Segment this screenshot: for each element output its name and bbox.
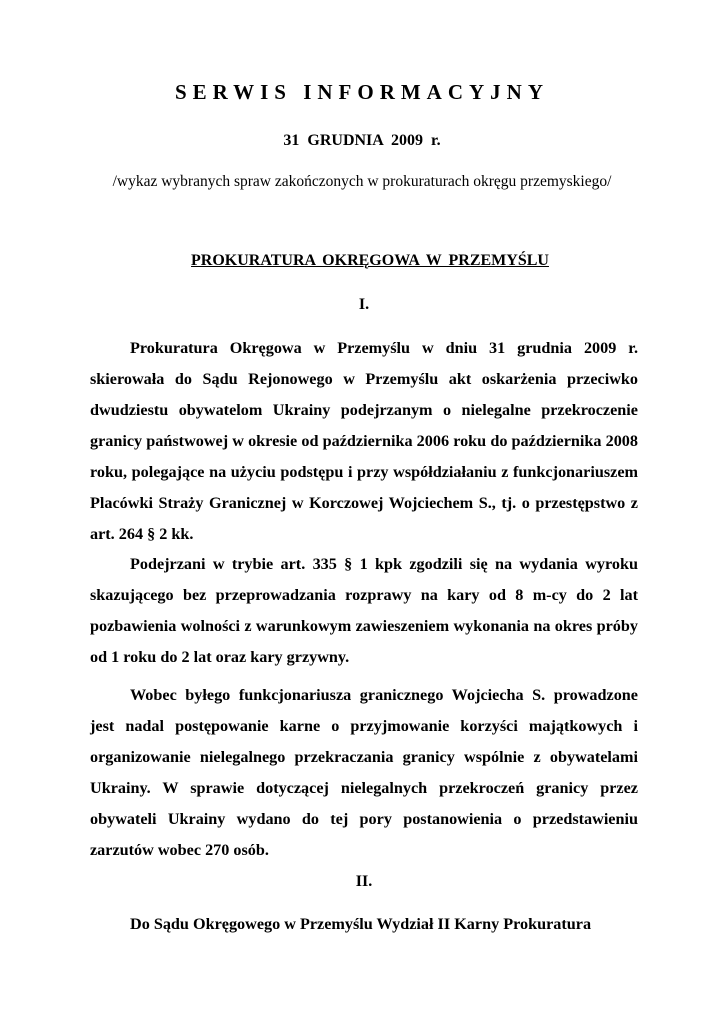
section-heading: PROKURATURA OKRĘGOWA W PRZEMYŚLU bbox=[191, 252, 549, 269]
section-numeral-2: II. bbox=[355, 873, 373, 890]
paragraph-3: Wobec byłego funkcjonariusza granicznego Wojciecha S. prowadzone jest nadal postępowanie karne o przyjmowanie korzyści majątkowych i organizowanie nielegalnego przekraczania granicy wspólnie z obywatelami Ukrainy. W sprawie dotyczącej nielegalnych przekroczeń granicy przez obywateli Ukrainy wydano do tej pory postanowienia o przedstawieniu zarzutów wobec 270 osób. bbox=[90, 686, 638, 859]
section-numeral-1: I. bbox=[358, 296, 370, 313]
document-title: SERWIS INFORMACYJNY bbox=[174, 80, 550, 104]
paragraph-4: Do Sądu Okręgowego w Przemyślu Wydział II Karny Prokuratura bbox=[130, 915, 592, 933]
paragraph-2: Podejrzani w trybie art. 335 § 1 kpk zgodzili się na wydania wyroku skazującego bez przeprowadzania rozprawy na kary od 8 m-cy do 2 lat pozbawienia wolności z warunkowym zawieszeniem wykonania na okres próby od 1 roku do 2 lat oraz kary grzywny. bbox=[90, 555, 638, 666]
document-subtitle: /wykaz wybranych spraw zakończonych w prokuraturach okręgu przemyskiego/ bbox=[112, 173, 612, 190]
paragraph-1: Prokuratura Okręgowa w Przemyślu w dniu 31 grudnia 2009 r. skierowała do Sądu Rejonowego w Przemyślu akt oskarżenia przeciwko dwudziestu obywatelom Ukrainy podejrzanym o nielegalne przekroczenie granicy państwowej w okresie od października 2006 roku do października 2008 roku, polegające na użyciu podstępu i przy współdziałaniu z funkcjonariuszem Placówki Straży Granicznej w Korczowej Wojciechem S., tj. o przestępstwo z art. 264 § 2 kk. bbox=[90, 339, 638, 543]
document-date: 31 GRUDNIA 2009 r. bbox=[283, 132, 441, 149]
